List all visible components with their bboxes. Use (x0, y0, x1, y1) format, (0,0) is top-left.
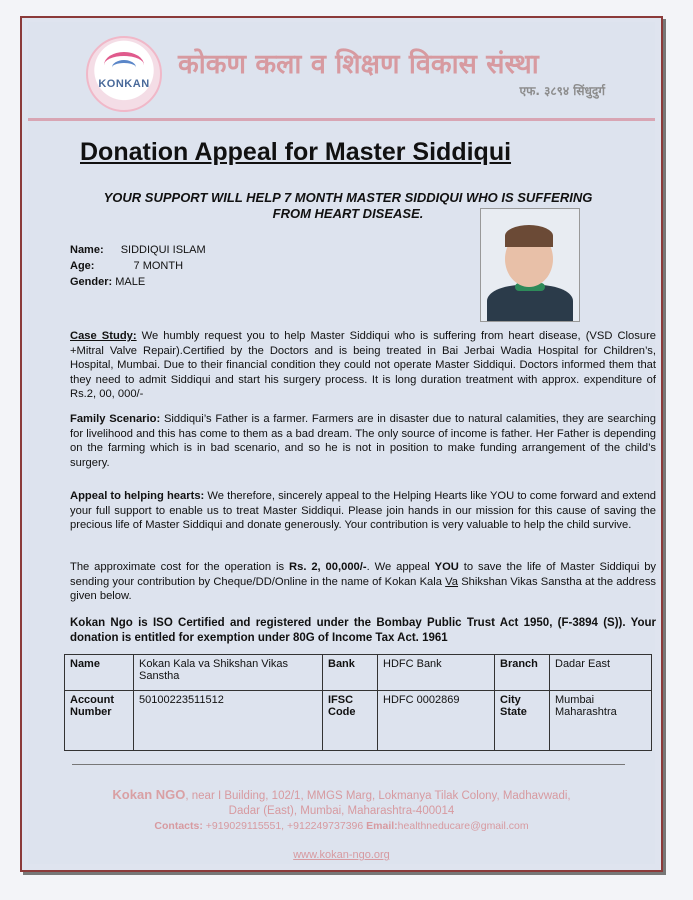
patient-photo (480, 208, 580, 322)
table-row (65, 691, 652, 751)
registration-number: एफ. ३८९४ सिंधुदुर्ग (519, 84, 605, 98)
bank-value-cell: HDFC Bank (378, 655, 495, 691)
iso-statement: Kokan Ngo is ISO Certified and registered under the Bombay Public Trust Act 1950, (F-3894 (S)). Your donation is entitled for exemption under 80G of Income Tax Act. 1961 (70, 617, 656, 644)
ifsc-label-cell: IFSC Code (323, 691, 378, 751)
email-label: Email: (366, 820, 398, 832)
logo-arc-inner-icon (112, 60, 136, 75)
appeal-paragraph (70, 489, 656, 533)
city-value-cell: Mumbai Maharashtra (550, 691, 652, 751)
bank-details-table (64, 654, 652, 751)
case-study-text: We humbly request you to help Master Siddiqui who is suffering from heart disease, (VSD Closure +Mitral Valve Repair).Certified by the Doctors and is being treated in Bai Jerbai Wadia Hospital for Children’s, Hospital, Mumbai. Due to their financial condition they could not operate Master Siddiqui. Doctors informed them that they need to admit Siddiqui and start his surgery process. It is long duration treatment with approx. expenditure of Rs.2, 00, 000/- (70, 330, 657, 401)
account-label-cell: Account Number (65, 691, 134, 751)
cost-text-d: Shikshan Vikas Sanstha at the address given below. (70, 575, 657, 603)
name-value-cell: Kokan Kala va Shikshan Vikas Sanstha (134, 655, 323, 691)
footer-website-link[interactable]: www.kokan-ngo.org (293, 849, 390, 861)
konkan-logo (86, 36, 162, 112)
patient-age-row (70, 260, 183, 272)
cost-you: YOU (434, 561, 459, 573)
document-page (20, 16, 663, 872)
cost-text-a: The approximate cost for the operation is (70, 561, 285, 573)
bank-label-cell: Bank (323, 655, 378, 691)
cost-amount: Rs. 2, 00,000/- (289, 561, 367, 573)
cost-paragraph (70, 560, 656, 604)
case-study-paragraph (70, 329, 656, 402)
age-label: Age: (70, 260, 95, 272)
patient-gender-row (70, 276, 145, 288)
family-text: Siddiqui’s Father is a farmer. Farmers are in disaster due to natural calamities, they are searching for livelihood and this has come to them as a bad dream. The only source of income is father. Her Father is depending on the farming which is in bad scenario, and so he is not in position to make funding arrangement of the child’s surgery. (70, 413, 656, 469)
page-title: Donation Appeal for Master Siddiqui (80, 138, 512, 166)
branch-value-cell: Dadar East (550, 655, 652, 691)
footer-address-line-1 (68, 788, 615, 803)
email-value[interactable]: healthneducare@gmail.com (397, 820, 529, 832)
city-label-cell: City State (495, 691, 550, 751)
name-value: SIDDIQUI ISLAM (120, 244, 206, 256)
footer-contacts (68, 819, 615, 833)
case-study-label: Case Study: (70, 330, 137, 342)
contacts-phones: +919029115551, +912249737396 (205, 820, 364, 832)
cost-va: Va (445, 575, 459, 588)
ifsc-value-cell: HDFC 0002869 (378, 691, 495, 751)
table-row (65, 655, 652, 691)
footer-address-line-2: Dadar (East), Mumbai, Maharashtra-400014 (228, 805, 455, 817)
header-divider (28, 118, 655, 121)
name-label-cell: Name (65, 655, 134, 691)
gender-label: Gender: (70, 276, 113, 288)
branch-label-cell: Branch (495, 655, 550, 691)
cost-text-b: . We appeal (366, 561, 430, 573)
family-paragraph (70, 412, 656, 470)
cost-text-c: to save the life of Master Siddiqui by sending your contribution by Cheque/DD/Online in the name of Kokan Kala (70, 561, 657, 588)
family-label: Family Scenario: (70, 413, 161, 425)
footer-divider (72, 764, 625, 765)
patient-name-row (70, 244, 206, 256)
name-label: Name: (70, 244, 104, 256)
gender-value: MALE (115, 276, 146, 288)
footer-address-1: , near I Building, 102/1, MMGS Marg, Lokmanya Tilak Colony, Madhavwadi, (185, 790, 571, 802)
photo-hair (505, 225, 553, 247)
logo-text: KONKAN (98, 78, 150, 90)
contacts-label: Contacts: (154, 820, 203, 832)
page-body (28, 22, 655, 864)
appeal-label: Appeal to helping hearts: (70, 490, 205, 502)
appeal-text: We therefore, sincerely appeal to the Helping Hearts like YOU to come forward and extend your full support to enable us to treat Master Siddiqui. Please join hands in our mission for this cause of saving the precious life of Master Siddiqui and donate generously. Your contribution is very valuable to help the child survive. (70, 490, 657, 532)
age-value: 7 MONTH (133, 260, 184, 272)
subheading: YOUR SUPPORT WILL HELP 7 MONTH MASTER SIDDIQUI WHO IS SUFFERING FROM HEART DISEASE. (103, 190, 593, 221)
org-name-marathi: कोकण कला व शिक्षण विकास संस्था (178, 49, 539, 80)
footer-org: Kokan NGO (112, 787, 186, 802)
account-value-cell: 50100223511512 (134, 691, 323, 751)
